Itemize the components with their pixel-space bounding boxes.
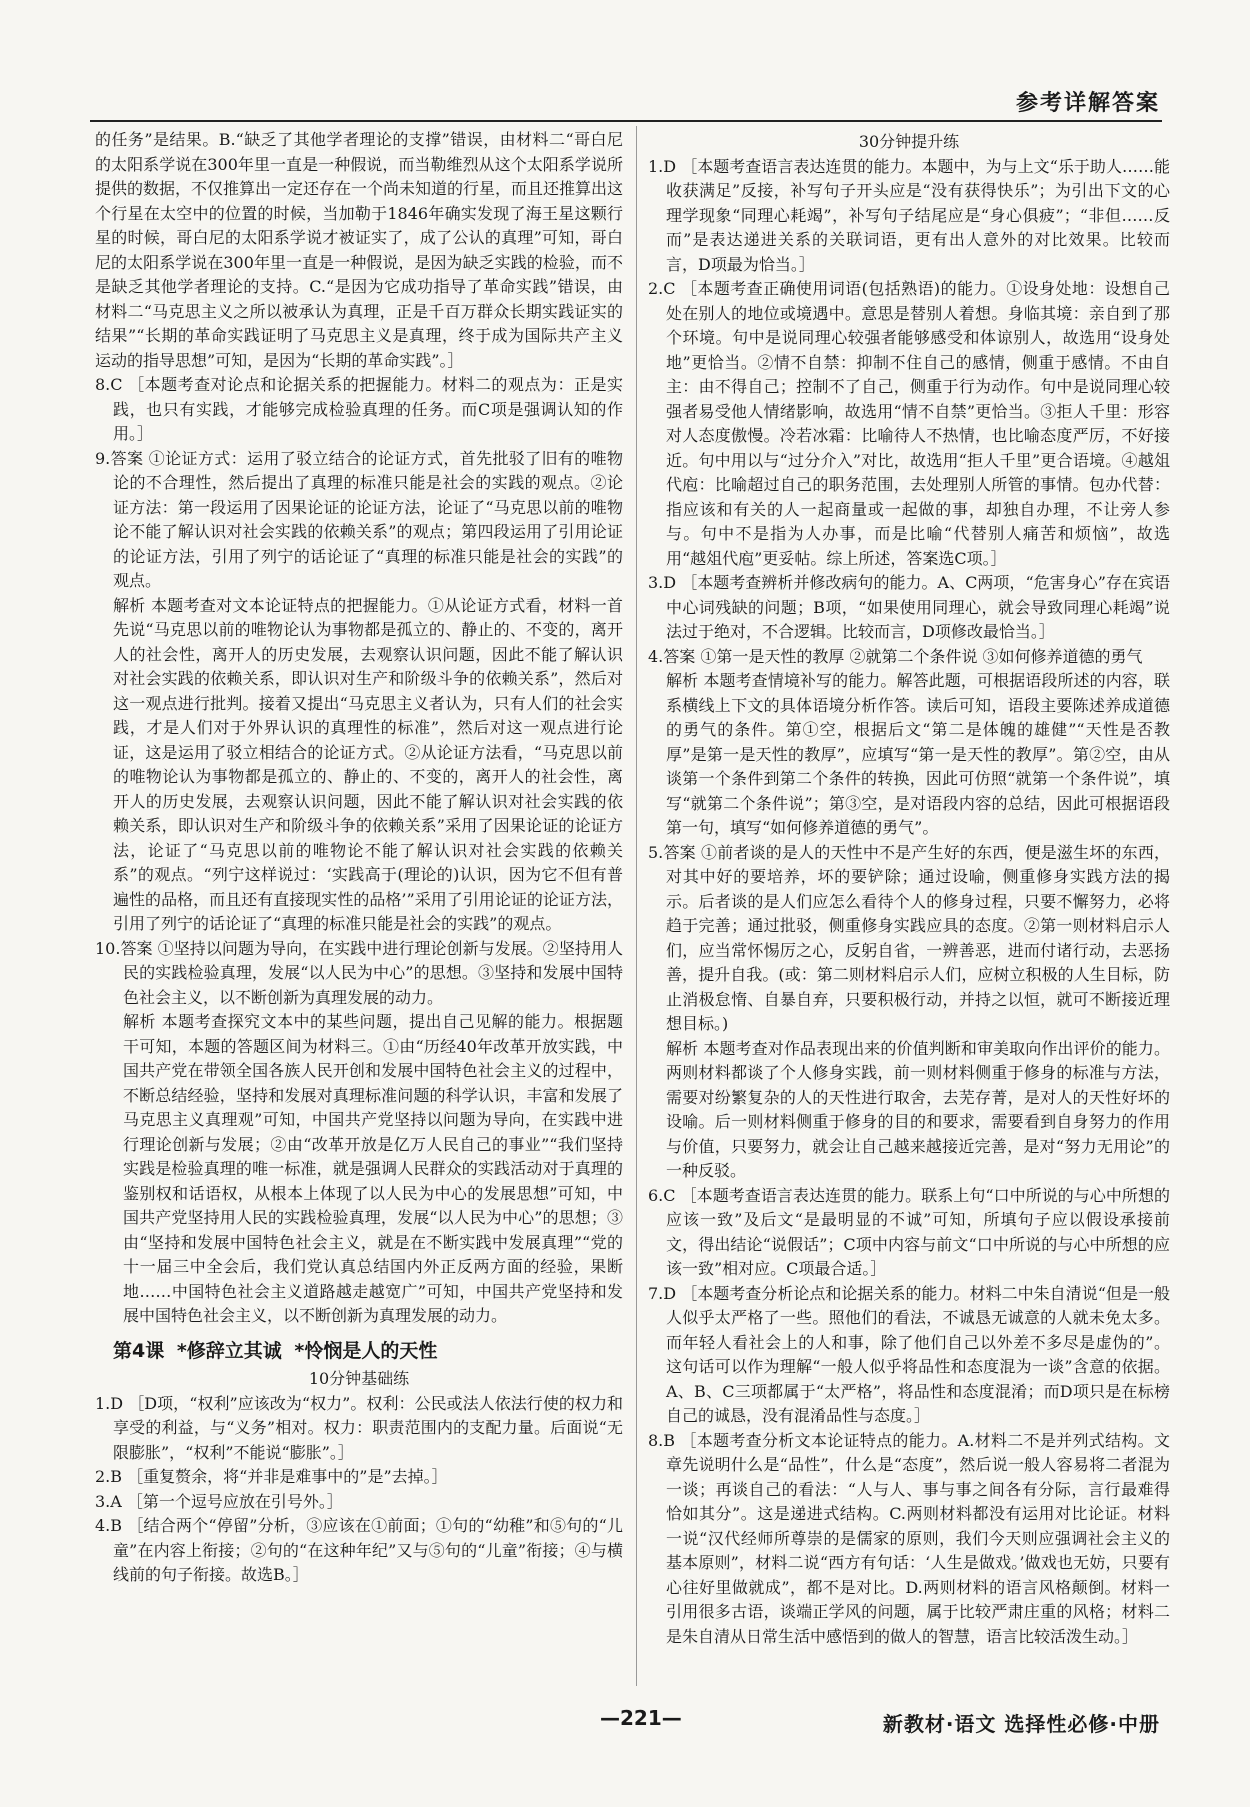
right-column xyxy=(648,128,1170,1649)
page-footer xyxy=(0,1706,1250,1746)
header-rule xyxy=(90,120,1162,122)
basic-item-1: 1.D ［D项，“权利”应该改为“权力”。权利：公民或法人依法行使的权力和享受的利益，与“义务”相对。权力：职责范围内的支配力量。后面说“无限膨胀”，“权利”不能说“膨胀”。］ xyxy=(95,1393,623,1462)
basic-item-4: 4.B ［结合两个“停留”分析，③应该在①前面；①句的“幼稚”和⑤句的“儿童”在内容上衔接；②句的“在这种年纪”又与⑤句的“儿童”衔接；④与横线前的句子衔接。故选B。］ xyxy=(95,1516,623,1584)
advanced-item-4-analysis: 解析 本题考查情境补写的能力。解答此题，可根据语段所述的内容，联系横线上下文的具体语境分析作答。读后可知，语段主要陈述养成道德的勇气的条件。第①空，根据后文“第二是体魄的雄健”“天性是否教厚”是第一是天性的教厚”，应填写“第一是天性的教厚”。第②空，由从谈第一个条件到第二个条件的转换，因此可仿照“就第一个条件说”，填写“就第二个条件说”；第③空，是对语段内容的总结，因此可根据语段第一句，填写“如何修养道德的勇气”。 xyxy=(666,671,1170,837)
left-intro-paragraph: 的任务”是结果。B.“缺乏了其他学者理论的支撑”错误，由材料二“哥白尼的太阳系学说在300年里一直是一种假说，而当勒维烈从这个太阳系学说所提供的数据，不仅推算出一定还存在一个尚未知道的行星，而且还推算出这个行星在太空中的位置的时候，当加勒于1846年确实发现了海王星这颗行星的时候，哥白尼的太阳系学说才被证实了，成了公认的真理”可知，哥白尼的太阳系学说在300年里一直是一种假说，是因为缺乏实践的检验，而不是缺乏其他学者理论的支持。C.“是因为它成功指导了革命实践”错误，由材料二“马克思主义之所以被承认为真理，正是千百万群众长期实践证实的结果”“长期的革命实践证明了马克思主义是真理，终于成为国际共产主义运动的指导思想”可知，是因为“长期的革命实践”。］ xyxy=(95,130,624,370)
advanced-item-5-answer: 5.答案 ①前者谈的是人的天性中不是产生好的东西，便是滋生坏的东西，对其中好的要培养，坏的要铲除；通过设喻，侧重修身实践方法的揭示。后者谈的是人们应怎么看待个人的修身过程，只要不懈努力，必将趋于完善；通过批驳，侧重修身实践应具的态度。②第一则材料启示人们，应当常怀惕厉之心，反躬自省，一辨善恶，进而付诸行动，去恶扬善，提升自我。(或：第二则材料启示人们，应树立积极的人生目标，防止消极怠惰、自暴自弃，只要积极行动，并持之以恒，就可不断接近理想目标。) xyxy=(648,842,1170,1033)
answer-item-8: 8.C ［本题考查对论点和论据关系的把握能力。材料二的观点为：正是实践，也只有实践，才能够完成检验真理的任务。而C项是强调认知的作用。］ xyxy=(95,375,623,443)
column-divider xyxy=(636,126,637,1686)
advanced-item-4-answer: 4.答案 ①第一是天性的教厚 ②就第二个条件说 ③如何修养道德的勇气 xyxy=(648,646,1143,666)
advanced-item-7: 7.D ［本题考查分析论点和论据关系的能力。材料二中朱自清说“但是一般人似乎太严格了一些。照他们的看法，不诚恳无诚意的人就未免太多。而年轻人看社会上的人和事，除了他们自己以外差不多尽是虚伪的”。这句话可以作为理解“一般人似乎将品性和态度混为一谈”含意的依据。A、B、C三项都属于“太严格”，将品性和态度混淆；而D项只是在标榜自己的诚恳，没有混淆品性与态度。］ xyxy=(648,1283,1170,1425)
advanced-item-8: 8.B ［本题考查分析文本论证特点的能力。A.材料二不是并列式结构。文章先说明什么是“品性”，什么是“态度”，然后说一般人容易将二者混为一谈；再谈自己的看法：“人与人、事与事之间各有分际，言行最难得恰如其分”。这是递进式结构。C.两则材料都没有运用对比论证。材料一说“汉代经师所尊崇的是儒家的原则，我们今天则应强调社会主义的基本原则”，材料二说“西方有句话：‘人生是做戏。’做戏也无妨，只要有心往好里做就成”，都不是对比。D.两则材料的语言风格颠倒。材料一引用很多古语，谈端正学风的问题，属于比较严肃庄重的风格；材料二是朱自清从日常生活中感悟到的做人的智慧，语言比较活泼生动。］ xyxy=(648,1430,1170,1646)
advanced-practice-heading: 30分钟提升练 xyxy=(858,132,960,151)
advanced-item-5-analysis: 解析 本题考查对作品表现出来的价值判断和审美取向作出评价的能力。两则材料都谈了个人修身实践，前一则材料侧重于修身的标准与方法，需要对纷繁复杂的人的天性进行取舍，去芜存菁，是对人的天性好坏的设喻。后一则材料侧重于修身的目的和要求，需要看到自身努力的作用与价值，只要努力，就会让自己越来越接近完善，是对“努力无用论”的一种反驳。 xyxy=(666,1038,1170,1180)
basic-item-3: 3.A ［第一个逗号应放在引号外。］ xyxy=(95,1491,343,1511)
analysis-item-9: 解析 本题考查对文本论证特点的把握能力。①从论证方式看，材料一首先说“马克思以前的唯物论认为事物都是孤立的、静止的、不变的，离开人的社会性，离开人的历史发展，去观察认识问题，因此不能了解认识对社会实践的依赖关系，即认识对生产和阶级斗争的依赖关系”，然后对这一观点进行批判。接着又提出“马克思主义者认为，只有人们的社会实践，才是人们对于外界认识的真理性的标准”，然后对这一观点进行论证，这是运用了驳立相结合的论证方式。②从论证方法看，“马克思以前的唯物论认为事物都是孤立的、静止的、不变的，离开人的社会性，离开人的历史发展，去观察认识问题，因此不能了解认识对社会实践的依赖关系，即认识对生产和阶级斗争的依赖关系”采用了因果论证的论证方法，论证了“马克思以前的唯物论不能了解认识对社会实践的依赖关系”的观点。“列宁这样说过：‘实践高于(理论的)认识，因为它不但有普遍性的品格，而且还有直接现实性的品格’”采用了引用论证的论证方法，引用了列宁的话论证了“真理的标准只能是社会的实践”的观点。 xyxy=(113,595,623,933)
answer-item-9: 9.答案 ①论证方式：运用了驳立结合的论证方式，首先批驳了旧有的唯物论的不合理性，然后提出了真理的标准只能是社会的实践的观点。②论证方法：第一段运用了因果论证的论证方法，论证了“马克思以前的唯物论不能了解认识对社会实践的依赖关系”的观点；第四段运用了引用论证的论证方法，引用了列宁的话论证了“真理的标准只能是社会的实践”的观点。 xyxy=(95,448,623,590)
analysis-item-10: 解析 本题考查探究文本中的某些问题，提出自己见解的能力。根据题干可知，本题的答题区间为材料三。①由“历经40年改革开放实践，中国共产党在带领全国各族人民开创和发展中国特色社会主义的过程中，不断总结经验，坚持和发展对真理标准问题的科学认识，丰富和发展了马克思主义真理观”可知，中国共产党坚持以问题为导向，在实践中进行理论创新与发展；②由“改革开放是亿万人民自己的事业”“我们坚持实践是检验真理的唯一标准，就是强调人民群众的实践活动对于真理的鉴别权和话语权，从根本上体现了以人民为中心的发展思想”可知，中国共产党坚持用人民的实践检验真理，发展“以人民为中心”的思想；③由“坚持和发展中国特色社会主义，就是在不断实践中发展真理”“党的十一届三中全会后，我们党认真总结国内外正反两方面的经验，果断地……中国特色社会主义道路越走越宽广”可知，中国共产党坚持和发展中国特色社会主义，以不断创新为真理发展的动力。 xyxy=(123,1012,623,1325)
advanced-item-6: 6.C ［本题考查语言表达连贯的能力。联系上句“口中所说的与心中所想的应该一致”及后文“是最明显的不诚”可知，所填句子应以假设承接前文，得出结论“说假话”；C项中内容与前文“口中所说的与心中所想的应该一致”相对应。C项最合适。］ xyxy=(648,1185,1170,1278)
book-title: 新教材·语文 选择性必修·中册 xyxy=(882,1712,1160,1736)
advanced-item-2: 2.C ［本题考查正确使用词语(包括熟语)的能力。①设身处地：设想自己处在别人的地位或境遇中。意思是替别人着想。身临其境：亲自到了那个环境。句中是说同理心较强者能够感受和体谅别人，故选用“设身处地”更恰当。②情不自禁：抑制不住自己的感情，侧重于感情。不由自主：由不得自己；控制不了自己，侧重于行为动作。句中是说同理心较强者易受他人情绪影响，故选用“情不自禁”更恰当。③拒人千里：形容对人态度傲慢。冷若冰霜：比喻待人不热情，也比喻态度严厉，不好接近。句中用以与“过分介入”对比，故选用“拒人千里”更合语境。④越俎代庖：比喻超过自己的职务范围，去处理别人所管的事情。包办代替：指应该和有关的人一起商量或一起做的事，却独自办理，不让旁人参与。句中不是指为人办事，而是比喻“代替别人痛苦和烦恼”，故选用“越俎代庖”更妥帖。综上所述，答案选C项。］ xyxy=(648,279,1170,568)
page-header-title: 参考详解答案 xyxy=(1015,91,1160,116)
basic-practice-heading: 10分钟基础练 xyxy=(308,1369,410,1388)
advanced-item-3: 3.D ［本题考查辨析并修改病句的能力。A、C两项，“危害身心”存在宾语中心词残缺的问题；B项，“如果使用同理心，就会导致同理心耗竭”说法过于绝对，不合逻辑。比较而言，D项修改最恰当。］ xyxy=(648,573,1170,641)
lesson-title: 第4课 *修辞立其诚 *怜悯是人的天性 xyxy=(113,1339,438,1362)
basic-item-2: 2.B ［重复赘余，将“并非是难事中的”是”去掉。］ xyxy=(95,1467,448,1486)
page-number: —221— xyxy=(600,1706,682,1730)
left-column xyxy=(95,128,623,1588)
answer-item-10: 10.答案 ①坚持以问题为导向，在实践中进行理论创新与发展。②坚持用人民的实践检验真理，发展“以人民为中心”的思想。③坚持和发展中国特色社会主义，以不断创新为真理发展的动力。 xyxy=(95,938,623,1007)
advanced-item-1: 1.D ［本题考查语言表达连贯的能力。本题中，为与上文“乐于助人……能收获满足”反接，补写句子开头应是“没有获得快乐”；为引出下文的心理学现象“同理心耗竭”，补写句子结尾应是“身心俱疲”；“非但……反而”是表达递进关系的关联词语，更有出人意外的对比效果。比较而言，D项最为恰当。］ xyxy=(648,156,1170,274)
